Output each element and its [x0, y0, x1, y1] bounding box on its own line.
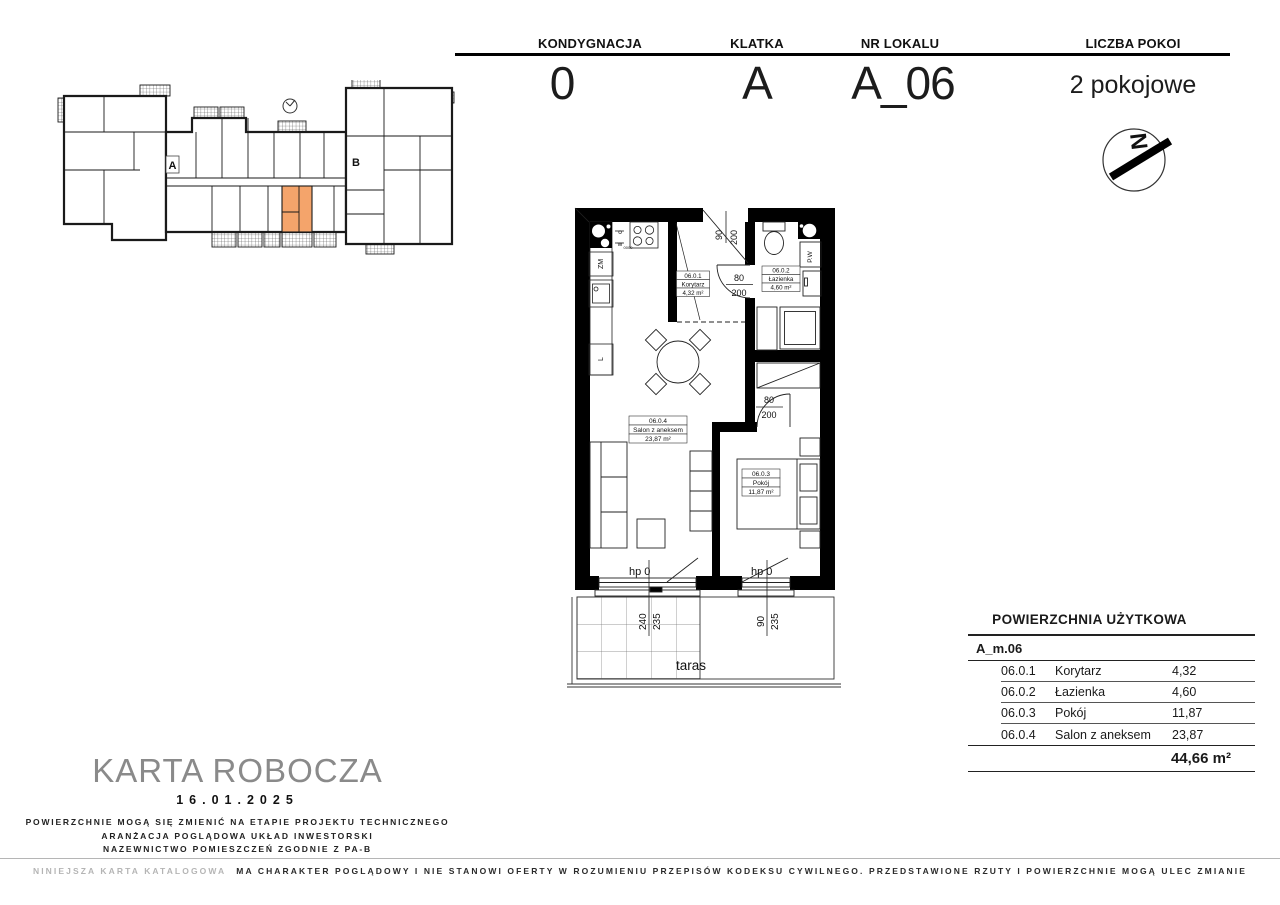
- value-nr-lokalu: A_06: [851, 57, 955, 109]
- label-klatka: KLATKA: [730, 36, 784, 51]
- vent-code-label: 0000: [623, 245, 633, 250]
- washer-label: P.W: [807, 251, 814, 263]
- overview-outline: [64, 88, 452, 244]
- value-kondygnacja: 0: [549, 57, 575, 109]
- bathroom-door-width: 80: [733, 273, 745, 283]
- room-corridor-id: 06.0.1: [684, 272, 702, 280]
- bathroom-cabinet-icon: [803, 271, 821, 296]
- room-bathroom-id: 06.0.2: [772, 267, 790, 275]
- walls: [575, 208, 835, 590]
- toilet-icon: [763, 222, 785, 231]
- room-bathroom-name: Łazienka: [768, 276, 794, 283]
- entrance-door-width: 90: [714, 229, 724, 240]
- room-bedroom-area: 11,87 m²: [748, 488, 774, 496]
- bedroom-door-height: 200: [761, 410, 777, 420]
- table-row: [1001, 661, 1255, 682]
- stamp-title: KARTA ROBOCZA: [92, 752, 383, 789]
- room-livingroom-id: 06.0.4: [648, 417, 668, 425]
- kitchen-sink-icon: [590, 222, 612, 248]
- nightstand-icon: [800, 531, 820, 548]
- row-code: 06.0.2: [1001, 685, 1036, 699]
- sill-label-right: hp 0: [751, 566, 773, 578]
- table-row: [1001, 724, 1255, 745]
- room-bathroom-area: 4,60 m²: [770, 284, 792, 292]
- room-corridor-name: Korytarz: [681, 281, 705, 289]
- value-liczba-pokoi: 2 pokojowe: [1069, 71, 1197, 99]
- north-arrow: [1098, 122, 1180, 202]
- room-bedroom-id: 06.0.3: [751, 470, 771, 478]
- room-corridor-area: 4,32 m²: [682, 289, 704, 297]
- coffee-table-icon: [637, 519, 665, 548]
- stamp-notes: [25, 816, 450, 857]
- overview-plan: [52, 80, 458, 260]
- footer-disclaimer-rest: MA CHARAKTER POGLĄDOWY I NIE STANOWI OFERTY W ROZUMIENIU PRZEPISÓW KODEKSU CYWILNEGO. PRZEDSTAWIONE RZUTY I POWIERZCHNIE MOGĄ ULEC ZMIANIE: [236, 866, 1247, 876]
- row-area: 4,60: [1172, 685, 1197, 699]
- row-code: 06.0.4: [1001, 727, 1036, 742]
- mini-compass-icon: [283, 99, 297, 113]
- north-letter: N: [1125, 131, 1153, 152]
- bedroom-door-width: 80: [763, 395, 775, 405]
- hood-label: o: [618, 229, 622, 236]
- row-name: Pokój: [1055, 706, 1087, 720]
- row-code: 06.0.3: [1001, 706, 1036, 720]
- shower-icon: [780, 307, 820, 349]
- row-name: Salon z aneksem: [1055, 727, 1151, 742]
- table-icon: [657, 341, 699, 383]
- room-bedroom-name: Pokój: [752, 479, 770, 487]
- table-row: [1001, 682, 1255, 703]
- window2-width: 90: [756, 615, 767, 627]
- row-area: 11,87: [1172, 706, 1203, 720]
- stamp-date: 16.01.2025: [176, 793, 299, 807]
- header-labels: [455, 30, 1230, 54]
- label-liczba-pokoi: LICZBA POKOI: [1085, 36, 1181, 51]
- row-name: Korytarz: [1055, 664, 1102, 678]
- karta-robocza-stamp: [25, 752, 450, 857]
- stamp-note-line: ARANŻACJA POGLĄDOWA UKŁAD INWESTORSKI: [101, 830, 374, 841]
- footer-disclaimer: [0, 866, 1280, 876]
- dishwasher-label: ZM: [598, 258, 605, 270]
- window2-height: 235: [770, 613, 781, 630]
- livingroom-furniture: [590, 442, 712, 548]
- window1-width: 240: [638, 613, 649, 630]
- bathroom-door-height: 200: [731, 288, 747, 298]
- table-row: [1001, 703, 1255, 724]
- floor-plan: [558, 195, 850, 695]
- sill-label-left: hp 0: [629, 566, 651, 578]
- washbasin-icon: [798, 222, 820, 239]
- stamp-note-line: NAZEWNICTWO POMIESZCZEŃ ZGODNIE Z PA-B: [103, 844, 372, 854]
- row-area: 23,87: [1172, 727, 1204, 742]
- footer-rule: [0, 858, 1280, 859]
- area-table-title: POWIERZCHNIA UŻYTKOWA: [968, 612, 1255, 636]
- row-name: Łazienka: [1055, 685, 1106, 699]
- terrace-label: taras: [676, 658, 707, 673]
- label-kondygnacja: KONDYGNACJA: [537, 36, 643, 51]
- label-nr-lokalu: NR LOKALU: [860, 36, 940, 51]
- area-table-total: 44,66 m²: [968, 745, 1255, 772]
- stair-a-label: A: [168, 160, 177, 172]
- overview-highlight-unit: [282, 186, 312, 232]
- sofa-icon: [590, 442, 627, 548]
- area-table-unit-id: A_m.06: [968, 636, 1255, 661]
- entrance-door-height: 200: [729, 229, 739, 245]
- stamp-note-line: POWIERZCHNIE MOGĄ SIĘ ZMIENIĆ NA ETAPIE PROJEKTU TECHNICZNEGO: [25, 817, 450, 827]
- room-livingroom-area: 23,87 m²: [645, 435, 671, 443]
- entrance-door: [703, 210, 748, 263]
- room-livingroom-name: Salon z aneksem: [633, 426, 683, 434]
- nightstand-icon: [800, 438, 820, 456]
- row-code: 06.0.1: [1001, 664, 1036, 678]
- window1-height: 235: [652, 613, 663, 630]
- fridge-label: L: [598, 357, 605, 361]
- value-klatka: A: [742, 57, 772, 109]
- footer-disclaimer-faint: NINIEJSZA KARTA KATALOGOWA: [32, 866, 227, 876]
- stair-b-label: B: [352, 157, 360, 169]
- row-area: 4,32: [1172, 664, 1197, 678]
- vent-label: w: [617, 241, 623, 248]
- terrace: [567, 597, 841, 687]
- dining-set: [645, 329, 710, 394]
- header: [455, 30, 1230, 109]
- usable-area-table: [968, 612, 1255, 772]
